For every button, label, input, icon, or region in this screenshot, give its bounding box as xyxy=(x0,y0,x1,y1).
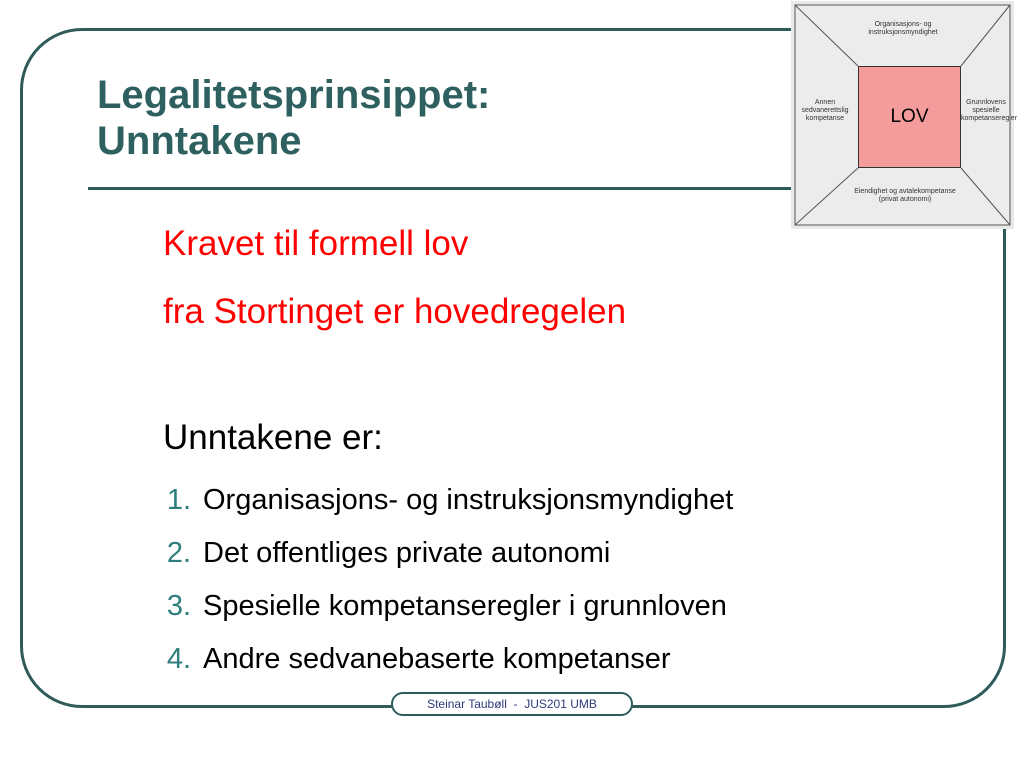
list-item-text: Andre sedvanebaserte kompetanser xyxy=(203,643,671,675)
list-number: 2. xyxy=(166,537,191,569)
diagram-label-top: Organisasjons- og instruksjonsmyndighet xyxy=(868,21,938,36)
lov-diagram xyxy=(791,1,1018,229)
list-item-text: Organisasjons- og instruksjonsmyndighet xyxy=(203,484,734,516)
lead-line-2: fra Stortinget er hovedregelen xyxy=(163,292,627,331)
title-divider xyxy=(88,187,794,190)
list-number: 1. xyxy=(166,484,191,516)
list-item-text: Det offentliges private autonomi xyxy=(203,537,611,569)
exceptions-list xyxy=(130,474,733,686)
list-number: 3. xyxy=(166,590,191,622)
footer-badge: Steinar Taubøll - JUS201 UMB xyxy=(391,692,633,716)
list-item xyxy=(130,580,733,633)
exceptions-heading: Unntakene er: xyxy=(163,418,383,457)
lov-box: LOV xyxy=(858,66,961,168)
slide-title xyxy=(97,72,657,164)
list-item xyxy=(130,474,733,527)
diagram-label-left: Annen sedvanerettslig kompetanse xyxy=(801,99,849,122)
list-item-text: Spesielle kompetanseregler i grunnloven xyxy=(203,590,727,622)
title-line-2: Unntakene xyxy=(97,119,302,163)
title-line-1: Legalitetsprinsippet: xyxy=(97,73,491,117)
diagram-label-bottom: Eiendighet og avtalekompetanse (privat autonomi) xyxy=(854,188,956,203)
lead-line-1: Kravet til formell lov xyxy=(163,224,469,263)
diagram-label-right: Grunnlovens spesielle kompetanseregler xyxy=(961,99,1018,122)
list-number: 4. xyxy=(166,643,191,675)
list-item xyxy=(130,527,733,580)
list-item xyxy=(130,633,733,686)
